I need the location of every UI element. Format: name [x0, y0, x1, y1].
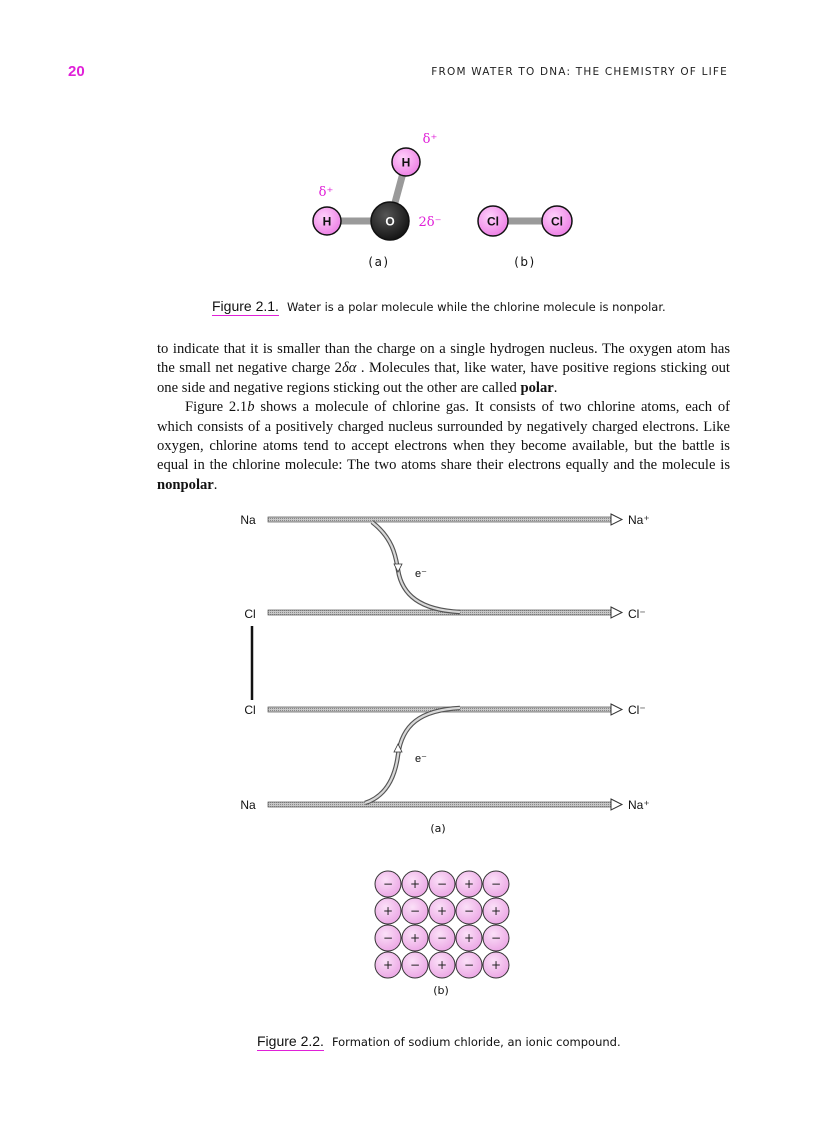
plus-sign: +: [436, 904, 448, 918]
label-na-bottom: Na: [240, 798, 256, 812]
minus-sign: −: [490, 877, 502, 891]
fig22-panel-b-label: (b): [433, 984, 449, 997]
label-na-top: Na: [240, 513, 256, 527]
label-cl-ion-bottom: Cl⁻: [628, 703, 646, 717]
label-electron-top: e⁻: [415, 568, 427, 580]
fig21-panel-a-label: (a): [368, 255, 390, 269]
electron-transfer-curve-bottom: [365, 708, 460, 803]
chlorine-atom-right: [542, 206, 572, 236]
hydrogen-label: H: [401, 155, 411, 170]
fig22-panel-a-label: (a): [430, 822, 446, 835]
label-na-ion-bottom: Na⁺: [628, 798, 650, 812]
minus-sign: −: [409, 958, 421, 972]
plus-sign: +: [463, 877, 475, 891]
minus-sign: −: [463, 958, 475, 972]
partial-negative-charge-oxygen: 2δ⁻: [418, 215, 442, 230]
figure-2-2-caption-text: Formation of sodium chloride, an ionic compound.: [331, 1035, 621, 1049]
figure-2-2: [0, 500, 816, 1020]
minus-sign: −: [382, 931, 394, 945]
term-polar: polar: [520, 379, 554, 396]
paragraph-1: to indicate that it is smaller than the charge on a single hydrogen nucleus. The oxygen atom has the small net negative charge 2δα . Molecules that, like water, have positive regions sticking out one side and negative regions sticking out the other are called polar.: [157, 341, 730, 396]
reaction-arrow-na-top: [268, 514, 622, 525]
oxygen-atom: [371, 202, 409, 240]
plus-sign: +: [382, 904, 394, 918]
oxygen-label: O: [385, 214, 395, 229]
partial-positive-charge-top: δ⁺: [422, 132, 438, 147]
plus-sign: +: [463, 931, 475, 945]
figure-2-1-caption-text: Water is a polar molecule while the chlorine molecule is nonpolar.: [286, 300, 666, 314]
body-text: [157, 340, 730, 495]
plus-sign: +: [490, 958, 502, 972]
minus-sign: −: [409, 904, 421, 918]
term-nonpolar: nonpolar: [157, 476, 214, 493]
label-na-ion-top: Na⁺: [628, 513, 650, 527]
minus-sign: −: [463, 904, 475, 918]
minus-sign: −: [436, 931, 448, 945]
plus-sign: +: [490, 904, 502, 918]
label-electron-bottom: e⁻: [415, 753, 427, 765]
figure-2-2-caption: [257, 1033, 621, 1051]
chlorine-label: Cl: [551, 214, 563, 229]
chlorine-atom-left: [478, 206, 508, 236]
plus-sign: +: [436, 958, 448, 972]
partial-positive-charge-left: δ⁺: [318, 185, 334, 200]
reaction-arrow-na-bottom: [268, 799, 622, 810]
electron-transfer-curve-top: [372, 522, 460, 612]
running-head: FROM WATER TO DNA: THE CHEMISTRY OF LIFE: [431, 66, 728, 78]
label-cl-ion-top: Cl⁻: [628, 607, 646, 621]
label-cl-top: Cl: [244, 607, 256, 621]
plus-sign: +: [409, 931, 421, 945]
hydrogen-label: H: [322, 214, 332, 229]
minus-sign: −: [490, 931, 502, 945]
figure-2-1-label: Figure 2.1.: [212, 298, 279, 314]
hydrogen-atom-left: [313, 207, 341, 235]
chlorine-label: Cl: [487, 214, 499, 229]
plus-sign: +: [409, 877, 421, 891]
hydrogen-atom-top: [392, 148, 420, 176]
fig21-panel-b-label: (b): [514, 255, 536, 269]
plus-sign: +: [382, 958, 394, 972]
figure-2-1: [0, 0, 816, 290]
page-number: 20: [68, 63, 85, 80]
ionic-lattice: [375, 871, 509, 978]
minus-sign: −: [436, 877, 448, 891]
minus-sign: −: [382, 877, 394, 891]
figure-2-2-label: Figure 2.2.: [257, 1033, 324, 1049]
figure-2-1-caption: [212, 298, 666, 316]
paragraph-2: Figure 2.1b shows a molecule of chlorine gas. It consists of two chlorine atoms, each of which consists of a positively charged nucleus surrounded by negatively charged electrons. Like oxygen, chlorine atoms tend to accept electrons when they become available, but the battle is equal in the chlorine molecule: The two atoms share their electrons equally and the molecule is nonpolar.: [157, 399, 731, 493]
label-cl-bottom: Cl: [244, 703, 256, 717]
